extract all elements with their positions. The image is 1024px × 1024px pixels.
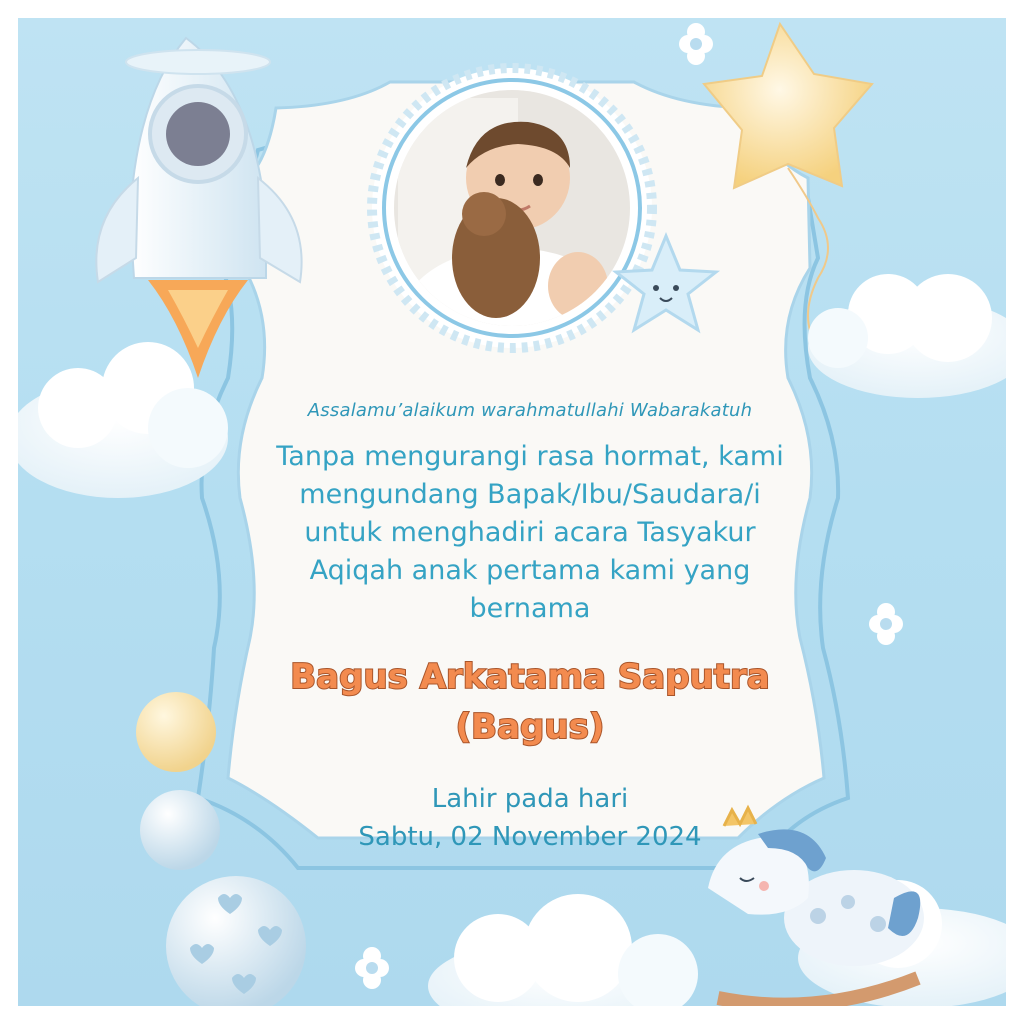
invitation-text	[178, 438, 882, 628]
flower-icon	[679, 23, 713, 65]
invitation-line: Aqiqah anak pertama kami yang	[309, 555, 751, 586]
invitation-card	[18, 18, 1006, 1006]
child-name	[178, 652, 882, 752]
child-nickname: (Bagus)	[455, 707, 605, 747]
birth-info	[178, 780, 882, 856]
invitation-line: untuk menghadiri acara Tasyakur	[304, 517, 756, 548]
flower-icon	[355, 947, 389, 989]
invitation-line: bernama	[469, 593, 591, 624]
invitation-line: mengundang Bapak/Ibu/Saudara/i	[299, 479, 761, 510]
heart-ball-icon	[166, 876, 306, 1006]
greeting-text: Assalamu’alaikum warahmatullahi Wabarakatuh	[307, 400, 753, 421]
birth-label: Lahir pada hari	[431, 784, 629, 814]
invitation-line: Tanpa mengurangi rasa hormat, kami	[276, 441, 784, 472]
cloud-icon	[428, 894, 698, 1006]
child-full-name: Bagus Arkatama Saputra	[290, 657, 770, 697]
cloud-icon	[808, 274, 1006, 398]
birth-date: Sabtu, 02 November 2024	[358, 822, 702, 852]
